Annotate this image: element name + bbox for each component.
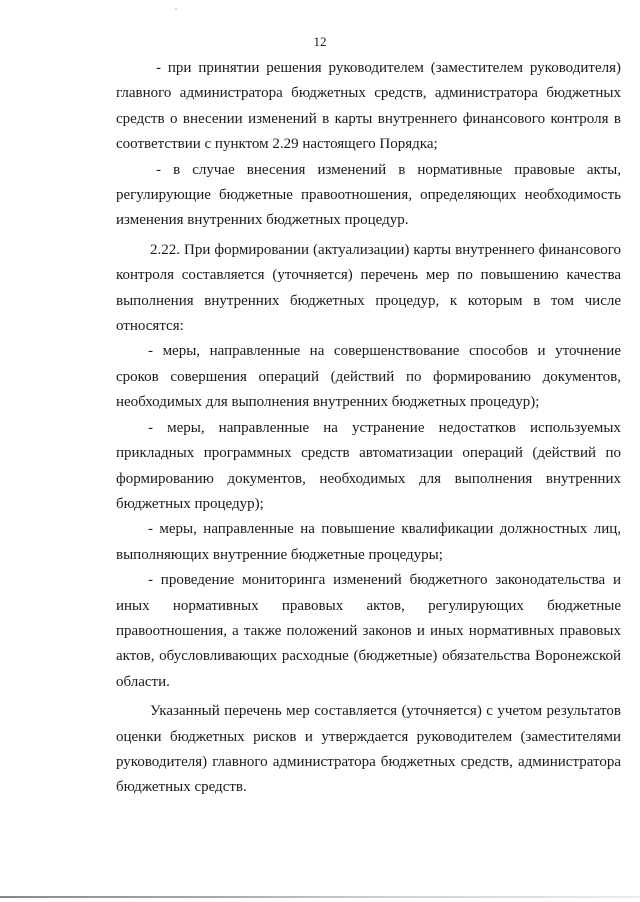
paragraph-measure-methods: - меры, направленные на совершенствование способов и уточнение сроков совершения операций (действий по формированию документов, необходимых для выполнения внутренних бюджетных процедур); [116,343,621,411]
page-number: 12 [313,34,327,49]
page-bottom-edge [0,896,640,898]
paragraph-measure-monitoring: - проведение мониторинга изменений бюджетного законодательства и иных нормативных правовых актов, регулирующих бюджетные правоотношения, а также положений законов и иных нормативных правовых актов, обусловливающих расходные (бюджетные) обязательства Воронежской области. [116,572,621,690]
paragraph-change-decision: - при принятии решения руководителем (заместителем руководителя) главного администратора бюджетных средств, администратора бюджетных средств о внесении изменений в карты внутреннего финансового контроля в соответствии с пунктом 2.29 настоящего Порядка; [116,60,621,153]
scan-speck [175,8,177,10]
document-body [116,56,621,801]
paragraph-measure-qualification: - меры, направленные на повышение квалификации должностных лиц, выполняющих внутренние бюджетные процедуры; [116,521,621,563]
paragraph-measure-software: - меры, направленные на устранение недостатков используемых прикладных программных средств автоматизации операций (действий по формированию документов, необходимых для выполнения внутренних бюджетных процедур); [116,419,621,512]
paragraph-legal-acts-change: - в случае внесения изменений в нормативные правовые акты, регулирующие бюджетные правоотношения, определяющих необходимость изменения внутренних бюджетных процедур. [116,161,621,229]
paragraph-list-approval: Указанный перечень мер составляется (уточняется) с учетом результатов оценки бюджетных рисков и утверждается руководителем (заместителями руководителя) главного администратора бюджетных средств, администратора бюджетных средств. [116,703,621,796]
paragraph-section-2-22: 2.22. При формировании (актуализации) карты внутреннего финансового контроля составляется (уточняется) перечень мер по повышению качества выполнения внутренних бюджетных процедур, к которым в том числе относятся: [116,241,621,335]
